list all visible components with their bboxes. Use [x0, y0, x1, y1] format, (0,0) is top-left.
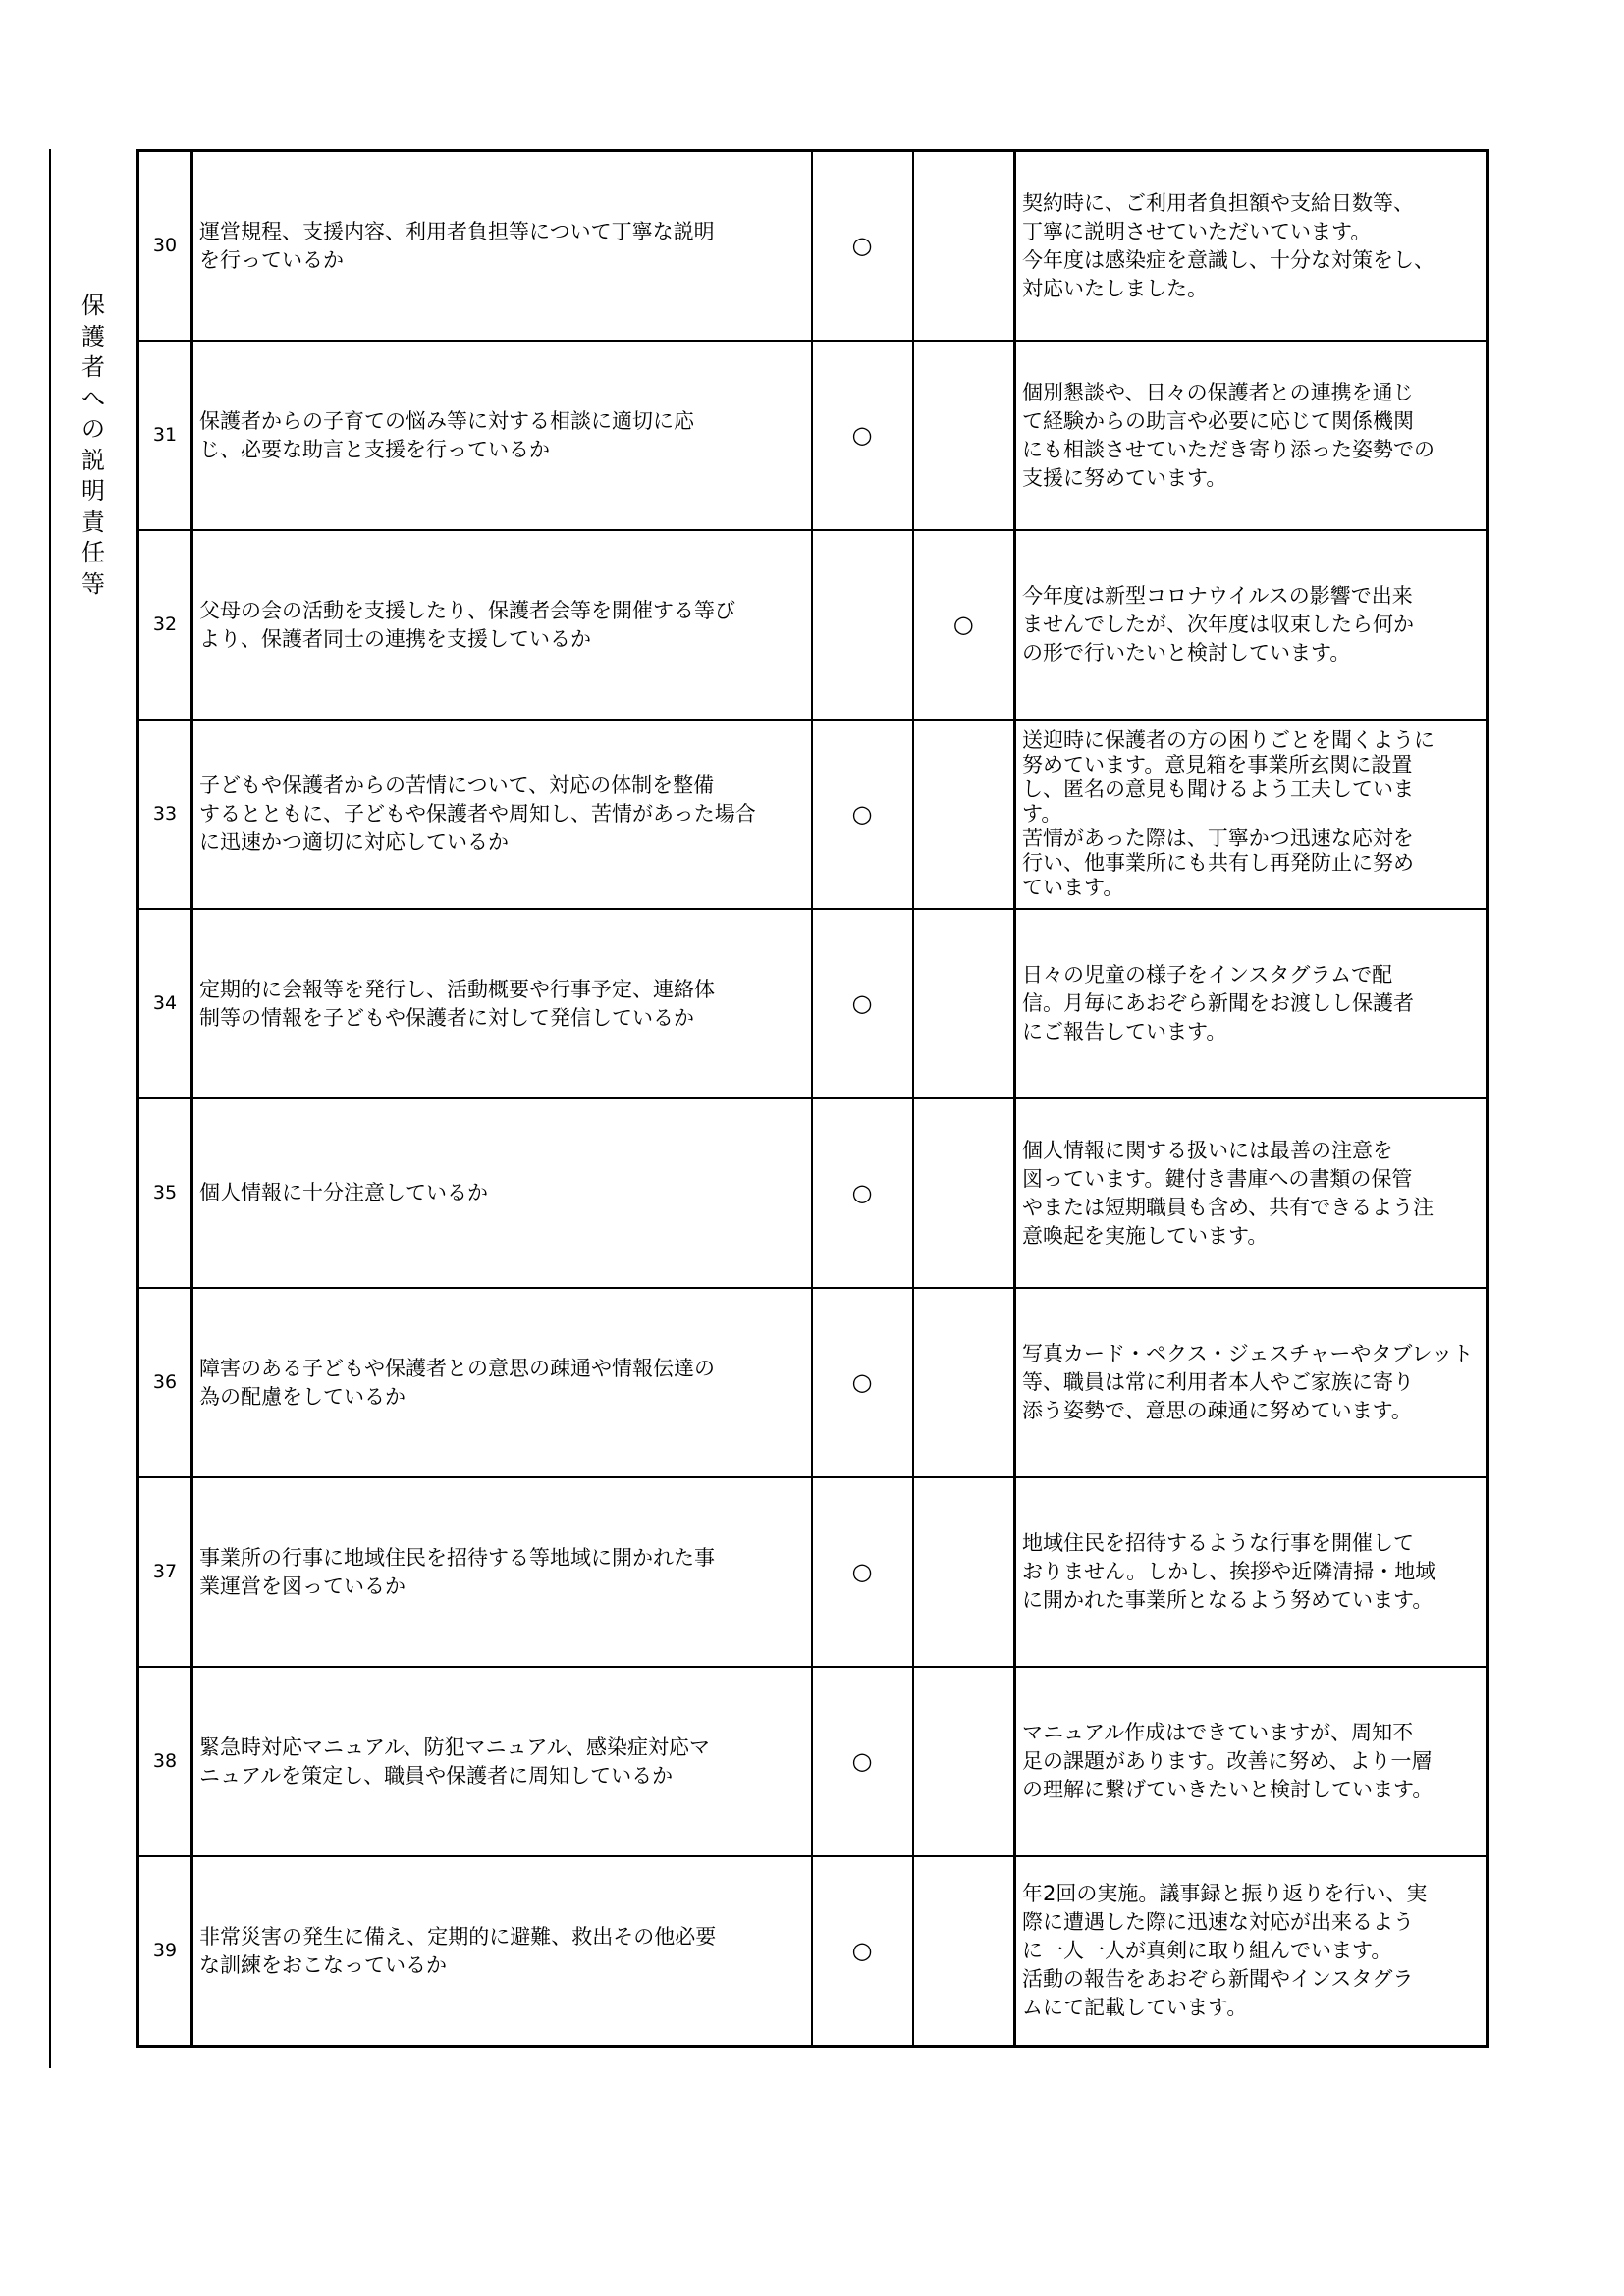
table-row — [138, 1288, 1488, 1477]
item-comment — [1015, 909, 1488, 1098]
section-label-char: 責 — [81, 507, 105, 536]
item-question — [192, 1098, 812, 1288]
item-question-text: 個人情報に十分注意しているか — [199, 1181, 488, 1204]
section-label-char: 任 — [81, 539, 105, 566]
item-question-text: 緊急時対応マニュアル、防犯マニュアル、感染症対応マ ニュアルを策定し、職員や保護者に周知しているか — [199, 1735, 710, 1788]
answer-yes-mark: ○ — [812, 341, 913, 530]
item-comment-text: マニュアル作成はできていますが、周知不 足の課題があります。改善に努め、より一層 の理解に繋げていきたいと検討しています。 — [1022, 1721, 1434, 1801]
item-question — [192, 1667, 812, 1856]
item-question-text: 保護者からの子育ての悩み等に対する相談に適切に応 じ、必要な助言と支援を行っているか — [199, 408, 694, 461]
item-question — [192, 1856, 812, 2047]
answer-no-mark — [913, 151, 1015, 342]
section-label-char: 等 — [81, 569, 105, 598]
section-label-char: の — [81, 415, 105, 443]
item-comment-text: 地域住民を招待するような行事を開催して おりません。しかし、挨拶や近隣清掃・地域 に開かれた事業所となるよう努めています。 — [1022, 1531, 1436, 1612]
section-label-char: 明 — [81, 477, 105, 505]
answer-yes-mark: ○ — [812, 1856, 913, 2047]
table-row — [138, 1098, 1488, 1288]
item-comment-text: 年2回の実施。議事録と振り返りを行い、実 際に遭遇した際に迅速な対応が出来るよう に一人一人が真剣に取り組んでいます。 活動の報告をあおぞら新聞やインスタグラ ムにて記載しています。 — [1022, 1882, 1428, 2019]
answer-no-mark — [913, 909, 1015, 1098]
item-comment — [1015, 1477, 1488, 1667]
item-number: 39 — [138, 1856, 192, 2047]
item-comment-text: 写真カード・ペクス・ジェスチャーやタブレット 等、職員は常に利用者本人やご家族に寄り 添う姿勢で、意思の疎通に努めています。 — [1022, 1342, 1474, 1422]
item-comment — [1015, 1856, 1488, 2047]
item-question-text: 父母の会の活動を支援したり、保護者会等を開催する等び より、保護者同士の連携を支援しているか — [199, 598, 735, 651]
item-comment-text: 送迎時に保護者の方の困りごとを聞くように 努めています。意見箱を事業所玄関に設置 し、匿名の意見も聞けるよう工夫していま す。 苦情があった際は、丁寧かつ迅速な応対を 行い、他事業所にも共有し再発防止に努め ています。 — [1022, 728, 1435, 899]
table-row — [138, 1667, 1488, 1856]
table-row — [138, 1477, 1488, 1667]
item-comment — [1015, 720, 1488, 909]
answer-no-mark — [913, 1477, 1015, 1667]
answer-yes-mark: ○ — [812, 1477, 913, 1667]
table-row — [138, 530, 1488, 720]
table-row — [138, 1856, 1488, 2047]
item-comment-text: 個別懇談や、日々の保護者との連携を通じ て経験からの助言や必要に応じて関係機関 にも相談させていただき寄り添った姿勢での 支援に努めています。 — [1022, 380, 1435, 490]
item-comment-text: 今年度は新型コロナウイルスの影響で出来 ませんでしたが、次年度は収束したら何か の形で行いたいと検討しています。 — [1022, 584, 1414, 665]
item-question-text: 子どもや保護者からの苦情について、対応の体制を整備 するとともに、子どもや保護者や周知し、苦情があった場合 に迅速かつ適切に対応しているか — [199, 774, 756, 854]
answer-no-mark — [913, 341, 1015, 530]
table-row — [138, 720, 1488, 909]
section-label — [79, 291, 108, 600]
item-question — [192, 1288, 812, 1477]
section-label-char: 説 — [81, 446, 105, 474]
section-label-char: 護 — [81, 322, 105, 350]
item-question — [192, 151, 812, 342]
item-comment — [1015, 341, 1488, 530]
section-left-rule — [49, 149, 51, 2068]
evaluation-table — [136, 149, 1489, 2048]
item-question-text: 非常災害の発生に備え、定期的に避難、救出その他必要 な訓練をおこなっているか — [199, 1924, 717, 1977]
item-comment — [1015, 151, 1488, 342]
item-question-text: 障害のある子どもや保護者との意思の疎通や情報伝達の 為の配慮をしているか — [199, 1356, 715, 1409]
answer-no-mark — [913, 1288, 1015, 1477]
table-row — [138, 909, 1488, 1098]
item-question-text: 運営規程、支援内容、利用者負担等について丁寧な説明 を行っているか — [199, 219, 715, 272]
section-label-char: 者 — [81, 353, 105, 381]
section-label-char: へ — [81, 384, 105, 412]
item-comment — [1015, 1288, 1488, 1477]
answer-yes-mark — [812, 530, 913, 720]
item-question — [192, 720, 812, 909]
item-number: 34 — [138, 909, 192, 1098]
table-row — [138, 151, 1488, 342]
answer-yes-mark: ○ — [812, 151, 913, 342]
answer-yes-mark: ○ — [812, 1098, 913, 1288]
answer-no-mark: ○ — [913, 530, 1015, 720]
answer-yes-mark: ○ — [812, 909, 913, 1098]
item-question — [192, 909, 812, 1098]
item-number: 33 — [138, 720, 192, 909]
item-question-text: 定期的に会報等を発行し、活動概要や行事予定、連絡体 制等の情報を子どもや保護者に対して発信しているか — [199, 977, 715, 1030]
answer-no-mark — [913, 1098, 1015, 1288]
item-comment-text: 契約時に、ご利用者負担額や支給日数等、 丁寧に説明させていただいています。 今年度は感染症を意識し、十分な対策をし、 対応いたしました。 — [1022, 190, 1435, 300]
item-number: 30 — [138, 151, 192, 342]
answer-yes-mark: ○ — [812, 720, 913, 909]
answer-yes-mark: ○ — [812, 1288, 913, 1477]
item-number: 32 — [138, 530, 192, 720]
answer-yes-mark: ○ — [812, 1667, 913, 1856]
item-comment-text: 個人情報に関する扱いには最善の注意を 図っています。鍵付き書庫への書類の保管 やまたは短期職員も含め、共有できるよう注 意喚起を実施しています。 — [1022, 1138, 1435, 1248]
item-question-text: 事業所の行事に地域住民を招待する等地域に開かれた事 業運営を図っているか — [199, 1545, 715, 1598]
item-number: 36 — [138, 1288, 192, 1477]
item-number: 38 — [138, 1667, 192, 1856]
item-comment — [1015, 1667, 1488, 1856]
item-number: 31 — [138, 341, 192, 530]
answer-no-mark — [913, 720, 1015, 909]
item-question — [192, 530, 812, 720]
item-comment — [1015, 1098, 1488, 1288]
item-number: 37 — [138, 1477, 192, 1667]
item-question — [192, 341, 812, 530]
item-comment — [1015, 530, 1488, 720]
table-row — [138, 341, 1488, 530]
answer-no-mark — [913, 1667, 1015, 1856]
item-number: 35 — [138, 1098, 192, 1288]
section-label-char: 保 — [81, 292, 105, 319]
item-question — [192, 1477, 812, 1667]
item-comment-text: 日々の児童の様子をインスタグラムで配 信。月毎にあおぞら新聞をお渡しし保護者 にご報告しています。 — [1022, 963, 1414, 1043]
answer-no-mark — [913, 1856, 1015, 2047]
